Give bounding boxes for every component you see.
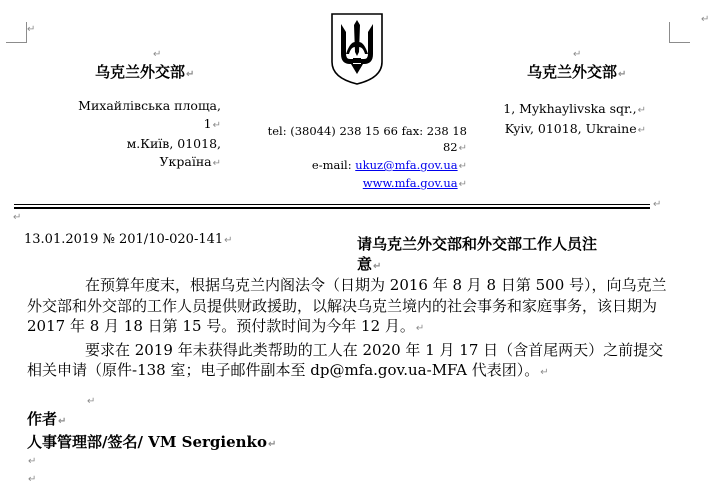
author-block	[27, 409, 276, 455]
paragraph-mark: ↵	[153, 49, 162, 60]
paragraph-mark: ↵	[28, 474, 37, 485]
left-header-address	[66, 97, 221, 173]
page-corner-mark-right	[669, 22, 690, 43]
left-address-line1: Михайлівська площа, 1↵	[78, 98, 221, 131]
author-label: 作者↵	[27, 410, 67, 428]
header-divider-top	[14, 204, 650, 205]
paragraph-mark: ↵	[13, 212, 22, 223]
subject-line2: 意↵	[357, 255, 382, 273]
phone-fax: tel: (38044) 238 15 66 fax: 238 18 82↵	[267, 124, 467, 154]
paragraph-mark: ↵	[27, 24, 36, 35]
subject-line1: 请乌克兰外交部和外交部工作人员注	[357, 235, 598, 253]
header-divider-bottom	[14, 207, 650, 209]
email-link[interactable]: ukuz@mfa.gov.ua	[355, 158, 458, 172]
document-reference-number: 13.01.2019 № 201/10-020-141↵	[24, 232, 233, 247]
paragraph-mark: ↵	[28, 456, 37, 467]
right-header-address	[488, 100, 646, 140]
left-header-title: 乌克兰外交部↵	[95, 63, 195, 81]
left-address-line2: м.Київ, 01018, Україна↵	[126, 136, 221, 169]
trident-emblem-icon	[330, 12, 384, 86]
document-body	[27, 275, 673, 384]
right-header-title: 乌克兰外交部↵	[527, 63, 627, 81]
paragraph-2: 要求在 2019 年未获得此类帮助的工人在 2020 年 1 月 17 日（含首尾两天）之前提交相关申请（原件-138 室；电子邮件副本至 dp@mfa.gov.ua-MFA 代表团）。↵	[27, 340, 664, 379]
paragraph-mark: ↵	[653, 199, 662, 210]
document-subject	[357, 234, 657, 277]
right-address-line2: Kyiv, 01018, Ukraine↵	[504, 121, 646, 136]
contacts-block	[240, 123, 467, 193]
signature: 人事管理部/签名/ VM Sergienko↵	[27, 433, 277, 451]
website-link[interactable]: www.mfa.gov.ua	[362, 176, 458, 190]
page-corner-mark-left	[6, 22, 27, 43]
website-row: www.mfa.gov.ua↵	[362, 176, 467, 190]
paragraph-1: 在预算年度末，根据乌克兰内阁法令（日期为 2016 年 8 月 8 日第 500 号），向乌克兰外交部和外交部的工作人员提供财政援助，以解决乌克兰境内的社会事务和家庭事务，该日期为 2017 年 8 月 18 日第 15 号。预付款时间为今年 12 月。↵	[27, 276, 667, 335]
paragraph-mark: ↵	[701, 14, 710, 25]
email-row: e-mail: ukuz@mfa.gov.ua↵	[311, 158, 467, 172]
right-address-line1: 1, Mykhaylivska sqr.,↵	[503, 101, 646, 116]
paragraph-mark: ↵	[573, 49, 582, 60]
paragraph-mark: ↵	[87, 396, 96, 407]
